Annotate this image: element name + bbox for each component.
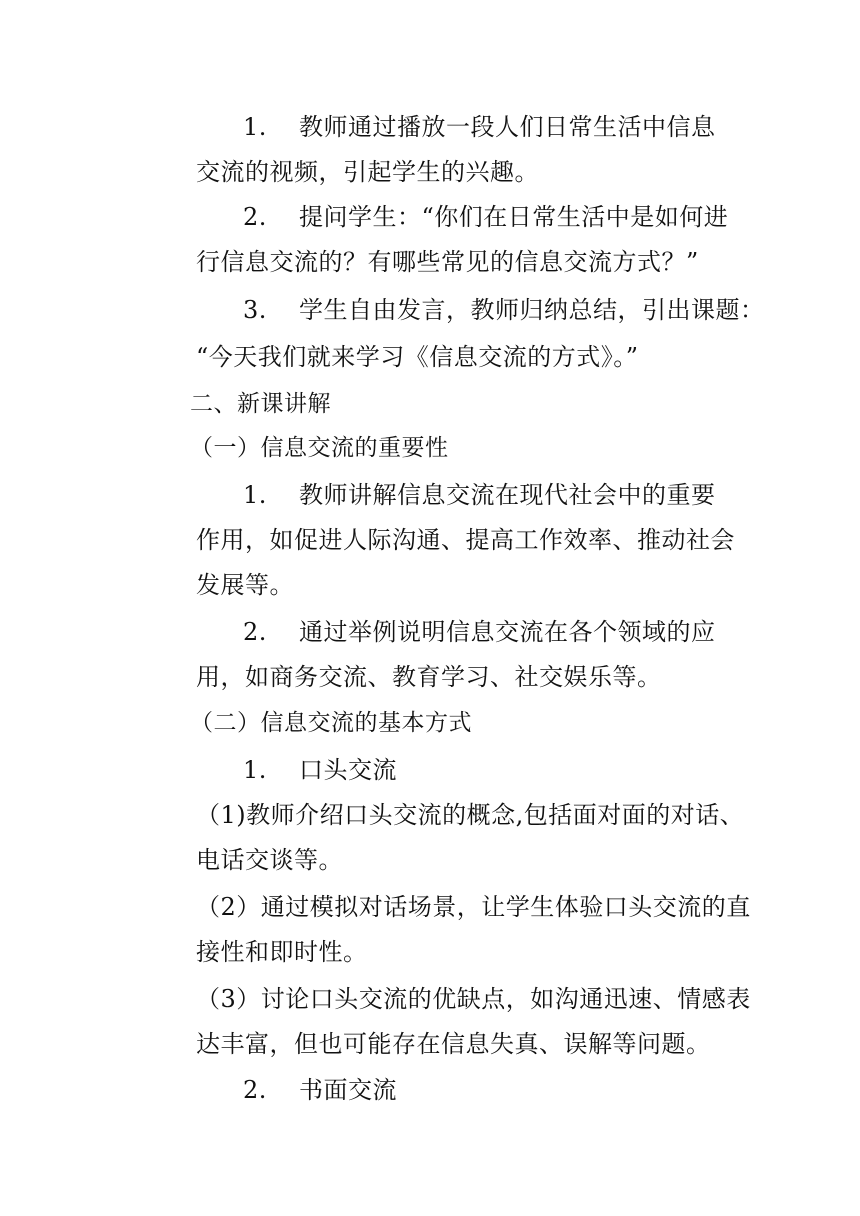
importance-item2-line1 [243,617,716,647]
intro-item2-line2: 行信息交流的？有哪些常见的信息交流方式？” [196,248,699,276]
intro-item3-line1 [243,295,765,325]
list-text: 口头交流 [299,756,397,784]
intro-item3-line2: “今天我们就来学习《信息交流的方式》。” [196,343,639,371]
intro-item2-line1 [243,202,728,232]
oral-point3-line2: 达丰富，但也可能存在信息失真、误解等问题。 [196,1030,711,1058]
list-number: 1. [243,481,267,509]
written-communication-heading [243,1075,397,1105]
list-text: 通过举例说明信息交流在各个领域的应 [299,618,716,646]
subsection-heading-methods: （二）信息交流的基本方式 [190,710,472,736]
list-number: 2. [243,203,267,231]
list-text: 教师通过播放一段人们日常生活中信息 [299,113,716,141]
importance-item1-line1 [243,480,716,510]
intro-item1-line2: 交流的视频，引起学生的兴趣。 [196,158,539,186]
list-number: 1. [243,756,267,784]
list-text: 书面交流 [299,1076,397,1104]
list-number: 1. [243,113,267,141]
oral-communication-heading [243,755,397,785]
oral-point1-line2: 电话交谈等。 [196,846,343,874]
list-number: 2. [243,618,267,646]
oral-point2-line1: （2）通过模拟对话场景，让学生体验口头交流的直 [196,893,751,921]
oral-point1-line1: （1)教师介绍口头交流的概念,包括面对面的对话、 [196,801,745,829]
list-number: 3. [243,296,267,324]
oral-point3-line1: （3）讨论口头交流的优缺点，如沟通迅速、情感表 [196,985,751,1013]
importance-item1-line2: 作用，如促进人际沟通、提高工作效率、推动社会 [196,526,735,554]
list-text: 学生自由发言，教师归纳总结，引出课题： [299,296,765,324]
importance-item1-line3: 发展等。 [196,571,294,599]
list-number: 2. [243,1076,267,1104]
oral-point2-line2: 接性和即时性。 [196,938,368,966]
list-text: 提问学生：“你们在日常生活中是如何进 [299,203,729,231]
section-heading: 二、新课讲解 [190,391,331,417]
intro-item1-line1 [243,112,716,142]
importance-item2-line2: 用，如商务交流、教育学习、社交娱乐等。 [196,663,662,691]
list-text: 教师讲解信息交流在现代社会中的重要 [299,481,716,509]
subsection-heading-importance: （一）信息交流的重要性 [190,435,449,461]
